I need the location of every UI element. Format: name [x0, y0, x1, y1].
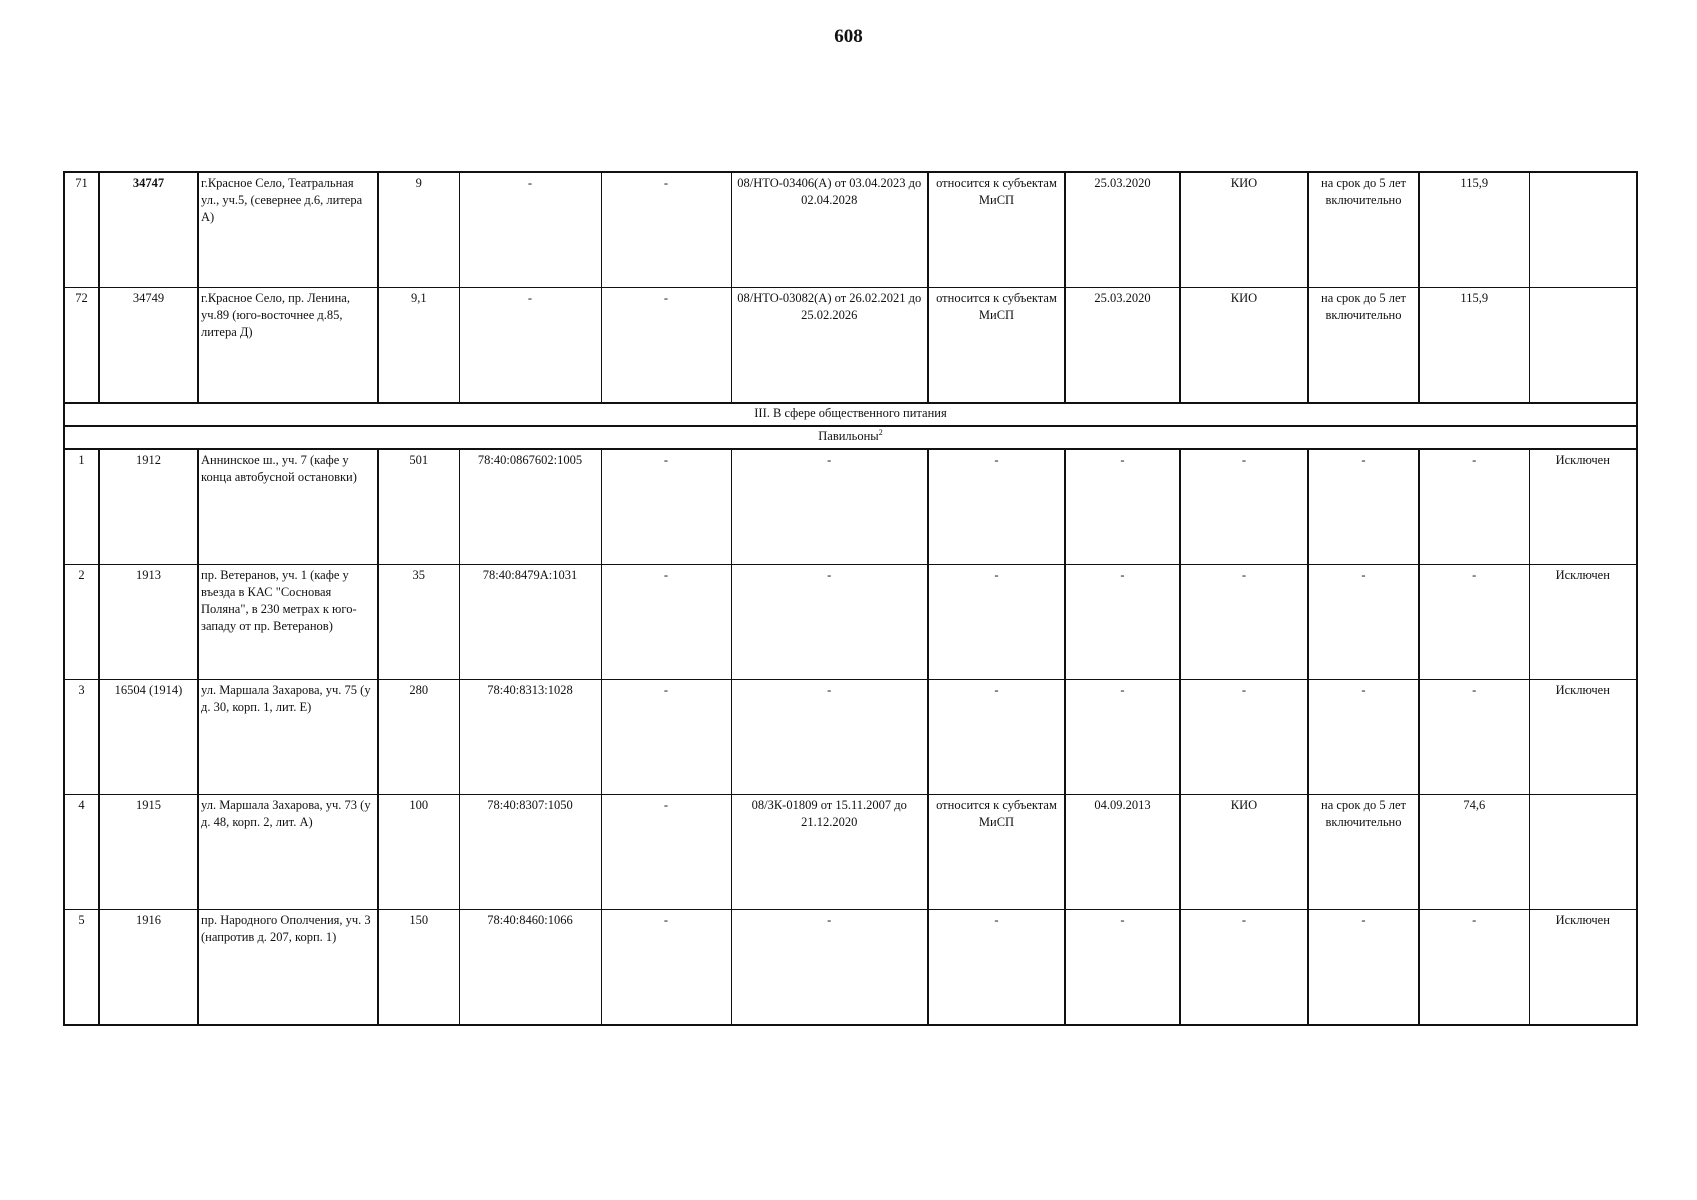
footnote-marker: 2	[878, 427, 883, 437]
cell-col6: -	[601, 565, 731, 680]
cell-cadastral: -	[459, 172, 601, 288]
cell-term: -	[1308, 565, 1419, 680]
cell-value: 74,6	[1419, 795, 1529, 910]
cell-id: 1915	[99, 795, 198, 910]
cell-id: 1912	[99, 449, 198, 565]
cell-date: -	[1065, 449, 1180, 565]
table-row	[64, 449, 1637, 565]
cell-value: -	[1419, 910, 1529, 1026]
cell-cadastral: 78:40:8313:1028	[459, 680, 601, 795]
cell-cadastral: 78:40:8307:1050	[459, 795, 601, 910]
cell-subject: -	[928, 565, 1065, 680]
cell-status: Исключен	[1529, 449, 1637, 565]
table-row	[64, 910, 1637, 1026]
table-row	[64, 680, 1637, 795]
cell-col6: -	[601, 910, 731, 1026]
cell-contract: 08/НТО-03082(А) от 26.02.2021 до 25.02.2026	[731, 288, 928, 404]
cell-value: 115,9	[1419, 172, 1529, 288]
table-row	[64, 795, 1637, 910]
cell-status: Исключен	[1529, 680, 1637, 795]
cell-col6: -	[601, 795, 731, 910]
cell-date: -	[1065, 910, 1180, 1026]
cell-term: на срок до 5 лет включительно	[1308, 288, 1419, 404]
cell-address: ул. Маршала Захарова, уч. 73 (у д. 48, корп. 2, лит. А)	[198, 795, 378, 910]
cell-term: -	[1308, 449, 1419, 565]
cell-col6: -	[601, 288, 731, 404]
cell-area: 9,1	[378, 288, 459, 404]
cell-org: КИО	[1180, 172, 1308, 288]
cell-no: 71	[64, 172, 99, 288]
cell-contract: -	[731, 565, 928, 680]
cell-org: -	[1180, 910, 1308, 1026]
subsection-title: Павильоны	[818, 429, 879, 443]
cell-org: -	[1180, 680, 1308, 795]
cell-area: 150	[378, 910, 459, 1026]
cell-cadastral: -	[459, 288, 601, 404]
table-row	[64, 565, 1637, 680]
cell-col6: -	[601, 680, 731, 795]
cell-contract: -	[731, 680, 928, 795]
cell-contract: 08/ЗК-01809 от 15.11.2007 до 21.12.2020	[731, 795, 928, 910]
cell-org: КИО	[1180, 288, 1308, 404]
cell-address: г.Красное Село, пр. Ленина, уч.89 (юго-восточнее д.85, литера Д)	[198, 288, 378, 404]
cell-value: 115,9	[1419, 288, 1529, 404]
cell-area: 35	[378, 565, 459, 680]
cell-no: 3	[64, 680, 99, 795]
cell-no: 1	[64, 449, 99, 565]
cell-subject: относится к субъектам МиСП	[928, 288, 1065, 404]
cell-col6: -	[601, 172, 731, 288]
subsection-heading-row	[64, 426, 1637, 449]
cell-value: -	[1419, 680, 1529, 795]
cell-area: 501	[378, 449, 459, 565]
cell-area: 9	[378, 172, 459, 288]
cell-col6: -	[601, 449, 731, 565]
cell-id: 34749	[99, 288, 198, 404]
cell-org: -	[1180, 565, 1308, 680]
cell-no: 72	[64, 288, 99, 404]
cell-date: -	[1065, 565, 1180, 680]
cell-no: 2	[64, 565, 99, 680]
cell-subject: -	[928, 449, 1065, 565]
cell-value: -	[1419, 565, 1529, 680]
cell-value: -	[1419, 449, 1529, 565]
cell-org: -	[1180, 449, 1308, 565]
page-number: 608	[834, 26, 863, 47]
cell-date: 25.03.2020	[1065, 172, 1180, 288]
section-title: III. В сфере общественного питания	[64, 403, 1637, 426]
cell-cadastral: 78:40:8460:1066	[459, 910, 601, 1026]
cell-status: Исключен	[1529, 910, 1637, 1026]
cell-status	[1529, 795, 1637, 910]
cell-subject: относится к субъектам МиСП	[928, 172, 1065, 288]
cell-address: пр. Ветеранов, уч. 1 (кафе у въезда в КАС "Сосновая Поляна", в 230 метрах к юго-западу от пр. Ветеранов)	[198, 565, 378, 680]
section-heading-row	[64, 403, 1637, 426]
cell-term: -	[1308, 680, 1419, 795]
table-row	[64, 288, 1637, 404]
cell-id: 34747	[99, 172, 198, 288]
cell-status	[1529, 172, 1637, 288]
cell-address: ул. Маршала Захарова, уч. 75 (у д. 30, корп. 1, лит. Е)	[198, 680, 378, 795]
cell-id: 16504 (1914)	[99, 680, 198, 795]
cell-org: КИО	[1180, 795, 1308, 910]
cell-contract: -	[731, 449, 928, 565]
cell-address: пр. Народного Ополчения, уч. 3 (напротив д. 207, корп. 1)	[198, 910, 378, 1026]
cell-term: на срок до 5 лет включительно	[1308, 172, 1419, 288]
cell-cadastral: 78:40:0867602:1005	[459, 449, 601, 565]
table-row	[64, 172, 1637, 288]
cell-subject: -	[928, 680, 1065, 795]
cell-id: 1913	[99, 565, 198, 680]
cell-subject: -	[928, 910, 1065, 1026]
cell-cadastral: 78:40:8479А:1031	[459, 565, 601, 680]
cell-no: 5	[64, 910, 99, 1026]
cell-address: г.Красное Село, Театральная ул., уч.5, (севернее д.6, литера А)	[198, 172, 378, 288]
subsection-cell	[64, 426, 1637, 449]
cell-date: 25.03.2020	[1065, 288, 1180, 404]
cell-date: 04.09.2013	[1065, 795, 1180, 910]
cell-contract: -	[731, 910, 928, 1026]
cell-date: -	[1065, 680, 1180, 795]
cell-contract: 08/НТО-03406(А) от 03.04.2023 до 02.04.2028	[731, 172, 928, 288]
cell-address: Аннинское ш., уч. 7 (кафе у конца автобусной остановки)	[198, 449, 378, 565]
cell-id: 1916	[99, 910, 198, 1026]
cell-area: 100	[378, 795, 459, 910]
register-table	[63, 171, 1638, 1026]
cell-status	[1529, 288, 1637, 404]
cell-term: на срок до 5 лет включительно	[1308, 795, 1419, 910]
cell-term: -	[1308, 910, 1419, 1026]
cell-status: Исключен	[1529, 565, 1637, 680]
cell-subject: относится к субъектам МиСП	[928, 795, 1065, 910]
cell-area: 280	[378, 680, 459, 795]
cell-no: 4	[64, 795, 99, 910]
